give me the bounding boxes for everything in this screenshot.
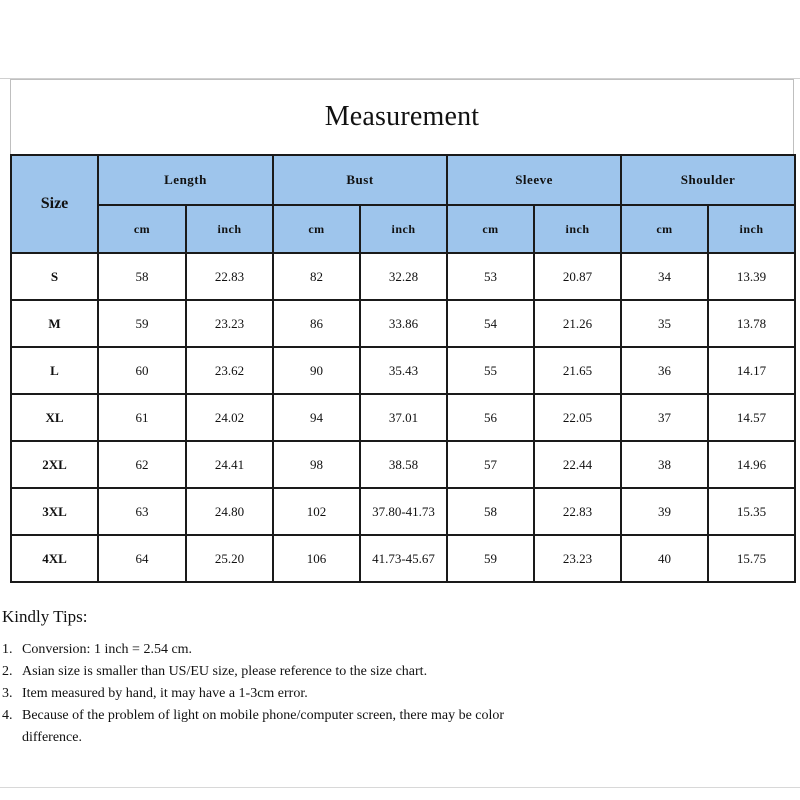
value-cell: 23.62 xyxy=(186,347,273,394)
group-header-sleeve: Sleeve xyxy=(447,155,621,205)
value-cell: 13.39 xyxy=(708,253,795,300)
unit-header: inch xyxy=(708,205,795,253)
unit-header: inch xyxy=(360,205,447,253)
table-row xyxy=(11,394,795,441)
unit-header-row xyxy=(11,205,795,253)
value-cell: 15.75 xyxy=(708,535,795,582)
value-cell: 58 xyxy=(98,253,186,300)
tips-title: Kindly Tips: xyxy=(2,607,88,626)
size-cell: M xyxy=(11,300,98,347)
value-cell: 33.86 xyxy=(360,300,447,347)
value-cell: 56 xyxy=(447,394,534,441)
value-cell: 63 xyxy=(98,488,186,535)
table-row xyxy=(11,300,795,347)
size-cell: XL xyxy=(11,394,98,441)
value-cell: 53 xyxy=(447,253,534,300)
chart-title: Measurement xyxy=(10,79,794,154)
group-header-row xyxy=(11,155,795,205)
value-cell: 38 xyxy=(621,441,708,488)
list-item xyxy=(0,639,560,661)
table-row xyxy=(11,347,795,394)
value-cell: 37 xyxy=(621,394,708,441)
value-cell: 23.23 xyxy=(534,535,621,582)
size-cell: S xyxy=(11,253,98,300)
value-cell: 59 xyxy=(447,535,534,582)
value-cell: 57 xyxy=(447,441,534,488)
group-header-bust: Bust xyxy=(273,155,447,205)
bottom-divider xyxy=(0,787,800,788)
value-cell: 40 xyxy=(621,535,708,582)
value-cell: 37.01 xyxy=(360,394,447,441)
value-cell: 54 xyxy=(447,300,534,347)
tip-number: 3. xyxy=(2,686,13,701)
tip-number: 2. xyxy=(2,664,13,679)
value-cell: 37.80-41.73 xyxy=(360,488,447,535)
value-cell: 21.26 xyxy=(534,300,621,347)
value-cell: 15.35 xyxy=(708,488,795,535)
value-cell: 38.58 xyxy=(360,441,447,488)
value-cell: 58 xyxy=(447,488,534,535)
table-row xyxy=(11,535,795,582)
value-cell: 23.23 xyxy=(186,300,273,347)
unit-header: cm xyxy=(98,205,186,253)
value-cell: 60 xyxy=(98,347,186,394)
value-cell: 13.78 xyxy=(708,300,795,347)
value-cell: 35.43 xyxy=(360,347,447,394)
unit-header: cm xyxy=(621,205,708,253)
value-cell: 14.17 xyxy=(708,347,795,394)
tip-number: 4. xyxy=(2,708,13,723)
tip-number: 1. xyxy=(2,642,13,657)
size-cell: 4XL xyxy=(11,535,98,582)
value-cell: 90 xyxy=(273,347,360,394)
size-chart xyxy=(10,79,794,583)
unit-header: cm xyxy=(273,205,360,253)
value-cell: 94 xyxy=(273,394,360,441)
list-item xyxy=(0,683,560,705)
value-cell: 64 xyxy=(98,535,186,582)
value-cell: 82 xyxy=(273,253,360,300)
kindly-tips xyxy=(0,607,560,749)
group-header-shoulder: Shoulder xyxy=(621,155,795,205)
value-cell: 22.05 xyxy=(534,394,621,441)
tip-text: Item measured by hand, it may have a 1-3cm error. xyxy=(22,686,308,701)
value-cell: 59 xyxy=(98,300,186,347)
value-cell: 55 xyxy=(447,347,534,394)
value-cell: 14.96 xyxy=(708,441,795,488)
size-cell: 3XL xyxy=(11,488,98,535)
table-row xyxy=(11,488,795,535)
value-cell: 62 xyxy=(98,441,186,488)
value-cell: 20.87 xyxy=(534,253,621,300)
tip-text: Asian size is smaller than US/EU size, please reference to the size chart. xyxy=(22,664,428,679)
value-cell: 106 xyxy=(273,535,360,582)
unit-header: inch xyxy=(534,205,621,253)
tip-text: Conversion: 1 inch = 2.54 cm. xyxy=(22,642,193,657)
size-table xyxy=(10,154,796,583)
value-cell: 21.65 xyxy=(534,347,621,394)
unit-header: cm xyxy=(447,205,534,253)
table-row xyxy=(11,253,795,300)
value-cell: 102 xyxy=(273,488,360,535)
list-item xyxy=(0,661,560,683)
value-cell: 22.44 xyxy=(534,441,621,488)
value-cell: 61 xyxy=(98,394,186,441)
value-cell: 39 xyxy=(621,488,708,535)
value-cell: 32.28 xyxy=(360,253,447,300)
tip-text: Because of the problem of light on mobile phone/computer screen, there may be color difference. xyxy=(22,708,505,745)
value-cell: 24.41 xyxy=(186,441,273,488)
group-header-length: Length xyxy=(98,155,273,205)
value-cell: 25.20 xyxy=(186,535,273,582)
value-cell: 24.02 xyxy=(186,394,273,441)
value-cell: 34 xyxy=(621,253,708,300)
table-row xyxy=(11,441,795,488)
value-cell: 41.73-45.67 xyxy=(360,535,447,582)
size-cell: L xyxy=(11,347,98,394)
unit-header: inch xyxy=(186,205,273,253)
size-column-header: Size xyxy=(11,155,98,253)
value-cell: 14.57 xyxy=(708,394,795,441)
value-cell: 86 xyxy=(273,300,360,347)
list-item xyxy=(0,705,560,749)
value-cell: 22.83 xyxy=(534,488,621,535)
tips-list xyxy=(0,639,560,749)
value-cell: 24.80 xyxy=(186,488,273,535)
value-cell: 36 xyxy=(621,347,708,394)
value-cell: 98 xyxy=(273,441,360,488)
value-cell: 35 xyxy=(621,300,708,347)
size-cell: 2XL xyxy=(11,441,98,488)
value-cell: 22.83 xyxy=(186,253,273,300)
